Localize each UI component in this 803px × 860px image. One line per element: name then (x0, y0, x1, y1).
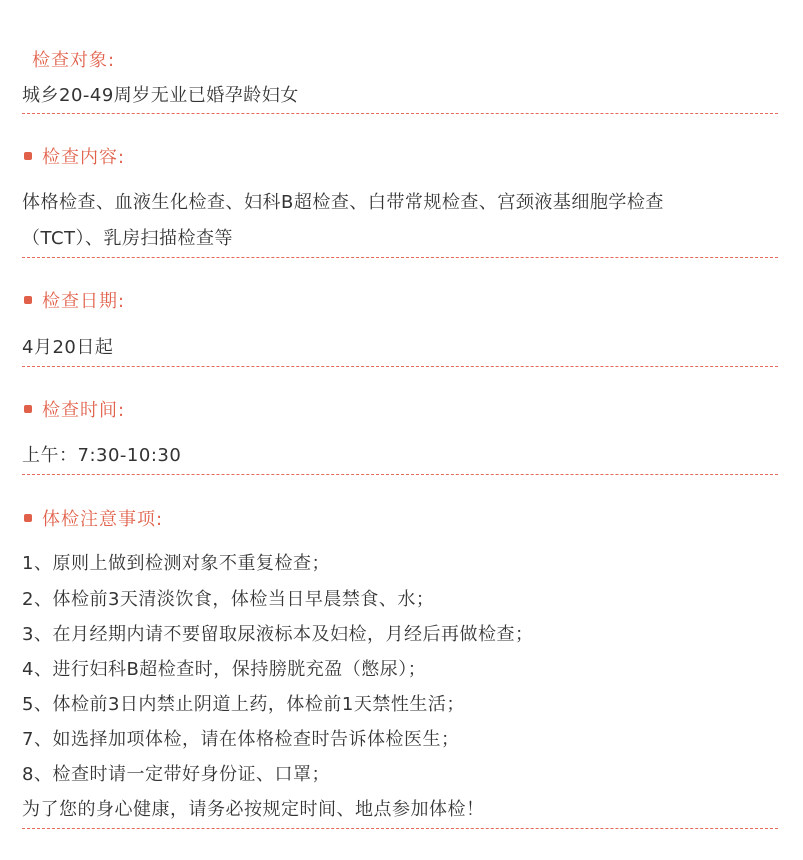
square-bullet-icon (24, 296, 32, 304)
section-divider (22, 366, 778, 367)
section-heading-date (24, 285, 125, 315)
section-heading-notes-label: 体检注意事项: (42, 509, 164, 530)
section-heading-content-label: 检查内容: (42, 147, 126, 168)
notes-line-5: 5、体检前3日内禁止阴道上药，体检前1天禁性生活； (22, 694, 465, 715)
section-divider (22, 257, 778, 258)
content-line-2: （TCT）、乳房扫描检查等 (22, 228, 234, 249)
square-bullet-icon (24, 405, 32, 413)
notes-line-4: 4、进行妇科B超检查时，保持膀胱充盈（憋尿）； (22, 659, 427, 680)
section-heading-notes (24, 503, 163, 533)
notes-line-1: 1、原则上做到检测对象不重复检查； (22, 553, 330, 574)
section-heading-content (24, 141, 125, 171)
date-line-1: 4月20日起 (22, 337, 114, 358)
section-divider (22, 474, 778, 475)
section-heading-time (24, 394, 125, 424)
section-heading-date-label: 检查日期: (42, 291, 126, 312)
section-divider (22, 113, 778, 114)
section-heading-target-label: 检查对象: (32, 50, 116, 71)
square-bullet-icon (24, 152, 32, 160)
square-bullet-icon (24, 514, 32, 522)
notes-line-3: 3、在月经期内请不要留取尿液标本及妇检，月经后再做检查； (22, 624, 534, 645)
section-heading-time-label: 检查时间: (42, 400, 126, 421)
section-heading-target (32, 44, 115, 74)
notes-line-7: 8、检查时请一定带好身份证、口罩； (22, 764, 330, 785)
content-line-1: 体格检查、血液生化检查、妇科B超检查、白带常规检查、宫颈液基细胞学检查 (22, 192, 664, 213)
section-divider (22, 828, 778, 829)
notes-line-6: 7、如选择加项体检，请在体格检查时告诉体检医生； (22, 729, 460, 750)
time-line-1: 上午：7:30-10:30 (22, 445, 182, 466)
notes-line-8: 为了您的身心健康，请务必按规定时间、地点参加体检！ (22, 799, 485, 820)
target-line-1: 城乡20-49周岁无业已婚孕龄妇女 (22, 85, 299, 106)
notes-line-2: 2、体检前3天清淡饮食，体检当日早晨禁食、水； (22, 589, 435, 610)
